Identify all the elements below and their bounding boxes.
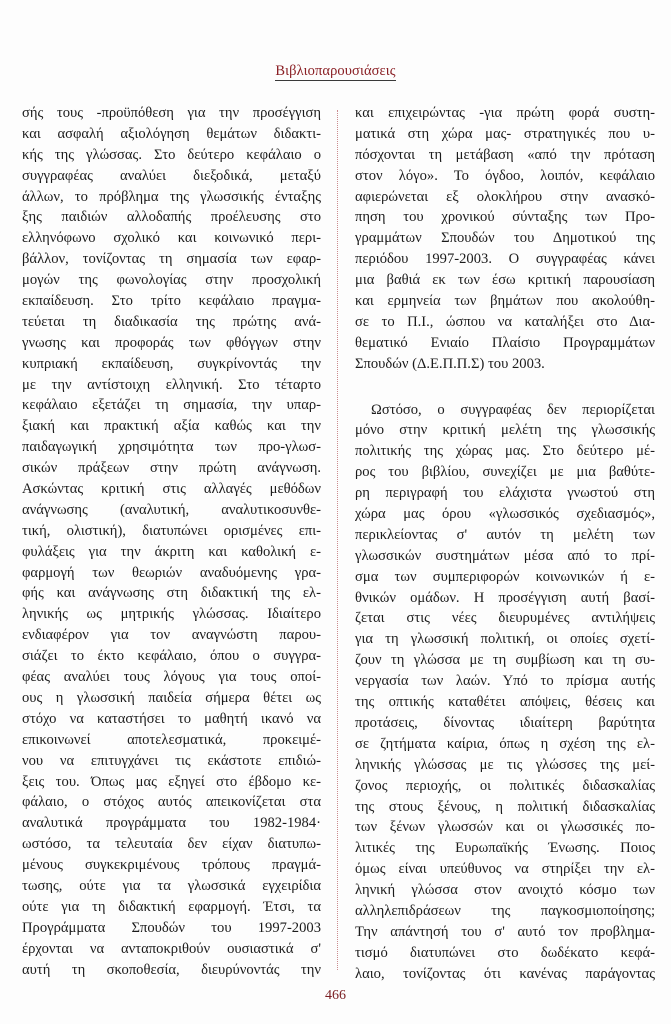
text-line: σμα των συμπεριφορών κοινωνικών ή ε- bbox=[355, 568, 655, 585]
text-line: λαιο, τονίζοντας ότι κανένας παράγοντας bbox=[355, 965, 655, 982]
text-line: θνικών ομάδων. Η προσέγγιση αυτή βασί- bbox=[355, 589, 655, 606]
text-line: σε ζητήματα καίρια, όπως η σχέση της ελ- bbox=[355, 735, 655, 752]
text-line: ους η γλωσσική παιδεία σήμερα θέτει ως bbox=[22, 689, 321, 706]
text-line: φάλαιο, ο στόχος αυτός απεικονίζεται στα bbox=[22, 794, 321, 811]
paragraph-plan-of-chapters bbox=[355, 103, 655, 375]
text-line: ληνικής γλώσσας με τις γλώσσες της μεί- bbox=[355, 756, 655, 773]
text-line: κής της γλώσσας. Στο δεύτερο κεφάλαιο ο bbox=[22, 146, 321, 163]
paragraph-language-planning bbox=[355, 400, 655, 985]
text-line: πηση του χρονικού σύνταξης των Προ- bbox=[355, 209, 655, 226]
text-line: προτάσεις, δίνοντας ιδιαίτερη βαρύτητα bbox=[355, 714, 655, 731]
text-line: φυλάξεις για την άκριτη και καθολική ε- bbox=[22, 543, 321, 560]
text-line: με την αντίστοιχη ελληνική. Στο τέταρτο bbox=[22, 376, 321, 393]
text-line: σε το Π.Ι., ώσπου να καταλήξει στο Δια- bbox=[355, 313, 655, 330]
text-line: εκπαίδευση. Στο τρίτο κεφάλαιο πραγμα- bbox=[22, 293, 321, 310]
text-line: τωσης, ούτε για τα γλωσσικά εγχειρίδια bbox=[22, 877, 321, 894]
text-line: ζονος περιοχής, οι πολιτικές διδασκαλίας bbox=[355, 777, 655, 794]
text-line: σικών πράξεων στην πρώτη ανάγνωση. bbox=[22, 460, 321, 477]
text-line: αυτή τη σκοποθεσία, διευρύνοντάς την bbox=[22, 961, 321, 978]
text-line: Ωστόσο, ο συγγραφέας δεν περιορίζεται bbox=[371, 401, 655, 418]
text-line: αφιερώνεται εξ ολοκλήρου στην ανασκό- bbox=[355, 188, 655, 205]
right-column bbox=[355, 103, 655, 985]
text-line: Προγράμματα Σπουδών του 1997-2003 bbox=[22, 919, 321, 936]
text-line: ξιακή και πρακτική αξία καθώς και την bbox=[22, 418, 321, 435]
text-line: αναλυτικά προγράμματα του 1982-1984· bbox=[22, 815, 321, 832]
text-line: Την απάντησή του σ' αυτό τον προβλημα- bbox=[355, 923, 655, 940]
text-line: μια βαθιά εκ των έσω κριτική παρουσίαση bbox=[355, 272, 655, 289]
text-line: Σπουδών (Δ.Ε.Π.Π.Σ) του 2003. bbox=[355, 355, 545, 372]
text-line: σιάζει το έκτο κεφάλαιο, όπου ο συγγρα- bbox=[22, 648, 321, 665]
text-line: τεύεται τη διαδικασία της πρώτης ανά- bbox=[22, 313, 321, 330]
text-line: ληνικής ως μητρικής γλώσσας. Ιδιαίτερο bbox=[22, 606, 321, 623]
paragraph-gap bbox=[355, 375, 655, 400]
page-number: 466 bbox=[325, 988, 346, 1003]
column-divider bbox=[337, 110, 338, 970]
text-line: περικλείοντας σ' αυτόν τη μελέτη των bbox=[355, 526, 655, 543]
text-line: ανάγνωσης (αναλυτική, αναλυτικοσυνθε- bbox=[22, 501, 321, 518]
text-line: περιόδου 1997-2003. Ο συγγραφέας κάνει bbox=[355, 251, 655, 268]
left-column bbox=[22, 103, 321, 980]
text-line: γνωσης και προφοράς των φθόγγων στην bbox=[22, 334, 321, 351]
text-line: τισμό διατυπώνει στο δωδέκατο κεφά- bbox=[355, 944, 655, 961]
running-header bbox=[0, 62, 671, 80]
text-line: πόσχονται τη μετάβαση «από την πρόταση bbox=[355, 146, 655, 163]
text-line: όμως είναι υπεύθυνος να στηρίξει την ελ- bbox=[355, 861, 655, 878]
text-line: κεφάλαιο εξετάζει τη σημασία, την υπαρ- bbox=[22, 397, 321, 414]
text-line: βάλλον, τονίζοντας τη σημασία των εφαρ- bbox=[22, 251, 321, 268]
text-line: μόνο στην κριτική μελέτη της γλωσσικής bbox=[355, 422, 655, 439]
text-line: για τη γλωσσική πολιτική, οι οποίες σχετί- bbox=[355, 631, 655, 648]
text-line: αλληλεπιδράσεων της παγκοσμιοποίησης; bbox=[355, 902, 655, 919]
running-title: Βιβλιοπαρουσιάσεις bbox=[275, 63, 396, 79]
text-line: συγγραφέας αναλύει διεξοδικά, μεταξύ bbox=[22, 167, 321, 184]
text-line: ρη περιγραφή του ελάχιστα γνωστού στη bbox=[355, 485, 655, 502]
text-line: της στους ξένους, η πολιτική διδασκαλίας bbox=[355, 798, 655, 815]
text-line: επικοινωνεί αποτελεσματικά, προκειμέ- bbox=[22, 731, 321, 748]
text-line: τική, ολιστική), διατυπώνει ορισμένες επι- bbox=[22, 522, 321, 539]
text-line: ρος του βιβλίου, συνεχίζει με μια βαθύτε- bbox=[355, 464, 655, 481]
text-line: ξης παιδιών αλλοδαπής προέλευσης στο bbox=[22, 209, 321, 226]
text-line: μένους συγκεκριμένους τρόπους πραγμά- bbox=[22, 857, 321, 874]
text-line: γραμμάτων Σπουδών του Δημοτικού της bbox=[355, 230, 655, 247]
text-line: και ασφαλή αξιολόγηση θεμάτων διδακτι- bbox=[22, 125, 321, 142]
text-line: νεργασία των λαών. Υπό το πρίσμα αυτής bbox=[355, 673, 655, 690]
text-line: γλωσσικών συστημάτων μέσα από το πρί- bbox=[355, 547, 655, 564]
text-line: της οπτικής καταθέτει απόψεις, θέσεις και bbox=[355, 694, 655, 711]
text-line: ούτε για τη διδακτική εφαρμογή. Έτσι, τα bbox=[22, 898, 321, 915]
text-line: πολιτικής της χώρας μας. Στο δεύτερο μέ- bbox=[355, 443, 655, 460]
text-line: νου να επιτυγχάνει τις εκάστοτε επιδιώ- bbox=[22, 752, 321, 769]
text-line: των ξένων γλωσσών και οι γλωσσικές πο- bbox=[355, 819, 655, 836]
text-line: κυπριακή εκπαίδευση, συγκρίνοντάς την bbox=[22, 355, 321, 372]
text-line: και επιχειρώντας -για πρώτη φορά συστη- bbox=[355, 105, 655, 121]
text-line: ματικά στη χώρα μας- στρατηγικές που υ- bbox=[355, 125, 655, 142]
text-line: μογών της φωνολογίας στην προσχολική bbox=[22, 272, 321, 289]
text-line: ζουν τη γλώσσα με τη συμβίωση και τη συ- bbox=[355, 652, 655, 669]
text-line: και ερμηνεία των βημάτων που ακολούθη- bbox=[355, 293, 655, 310]
text-line: άλλων, το πρόβλημα της γλωσσικής ένταξης bbox=[22, 188, 321, 205]
text-line: φής και ανάγνωσης στη διδακτική της ελ- bbox=[22, 585, 321, 602]
text-line: ξεις του. Όπως μας εξηγεί στο έβδομο κε- bbox=[22, 773, 321, 790]
text-line: παιδαγωγική χρησιμότητα των προ-γλωσ- bbox=[22, 439, 321, 456]
text-line: ωστόσο, τα τελευταία δεν είχαν διατυπω- bbox=[22, 836, 321, 853]
text-line: λιτικές της Ευρωπαϊκής Ένωσης. Ποιος bbox=[355, 840, 655, 857]
text-line: ζεται στις νέες διευρυμένες αντιλήψεις bbox=[355, 610, 655, 627]
text-line: φέας αναλύει τους λόγους για τους οποί- bbox=[22, 669, 321, 686]
text-line: ενδιαφέρον για τον αναγνώστη παρου- bbox=[22, 627, 321, 644]
text-line: έρχονται να ανταποκριθούν ουσιαστικά σ' bbox=[22, 940, 321, 957]
text-line: θεματικό Ενιαίο Πλαίσιο Προγραμμάτων bbox=[355, 334, 655, 351]
text-line: Ασκώντας κριτική στις αλλαγές μεθόδων bbox=[22, 481, 321, 498]
text-line: στον λόγο». Το όγδοο, λοιπόν, κεφάλαιο bbox=[355, 167, 655, 184]
text-line: φαρμογή των θεωριών αναδυόμενης γρα- bbox=[22, 564, 321, 581]
text-line: σής τους -προϋπόθεση για την προσέγγιση bbox=[22, 105, 321, 121]
text-line: ληνική γλώσσα στον ανοιχτό κόσμο των bbox=[355, 882, 655, 899]
text-line: στόχο να καταστήσει το μαθητή ικανό να bbox=[22, 710, 321, 727]
text-line: ελληνόφωνο σχολικό και κοινωνικό περι- bbox=[22, 230, 321, 247]
text-line: χώρα μας όρου «γλωσσικός σχεδιασμός», bbox=[355, 506, 655, 523]
